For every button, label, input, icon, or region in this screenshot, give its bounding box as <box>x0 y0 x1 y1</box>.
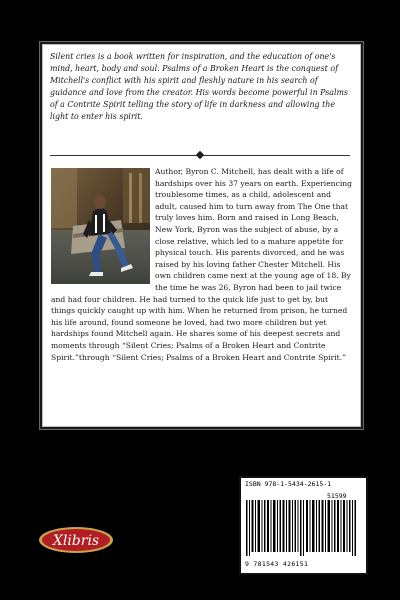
author-bio-block <box>51 166 353 363</box>
xlibris-logo-icon <box>37 525 115 555</box>
isbn-digits: 9 781543 426151 <box>245 560 309 568</box>
publisher-logo <box>37 525 115 555</box>
isbn-label: ISBN 978-1-5434-2615-1 <box>245 480 332 488</box>
isbn-barcode <box>239 476 368 575</box>
svg-text:Xlibris: Xlibris <box>52 533 100 549</box>
barcode-bars-icon <box>246 500 358 556</box>
book-description: Silent cries is a book written for inspiration, and the education of one's mind, heart, body and soul. Psalms of a Broken Heart is the conquest of Mitchell's conflict with his spirit and fleshly nature in his search of guidance and love from the creator. His words become powerful in Psalms of a Contrite Spirit telling the story of life in darkness and allowing the light to enter his spirit. <box>50 52 349 121</box>
author-bio: Author, Byron C. Mitchell, has dealt with a life of hardships over his 37 years on earth. Experiencing troublesome times, as a child, adolescent and adult, caused him to turn away from The One that truly loves him. Born and raised in Long Beach, New York, Byron was the subject of abuse, by a close relative, which led to a mature appetite for physical touch. His parents divorced, and he was raised by his loving father Chester Mitchell. His own children came next at the young age of 18. By the time he was 26, Byron had been to jail twice and had four children. He had turned to the quick life just to get by, but things quickly caught up with him. When he returned from prison, he turned his life around, found someone he loved, had two more children but yet hardships found Mitchell again. He shares some of his deepest secrets and moments through “Silent Cries; Psalms of a Broken Heart and Contrite Spirit.”through “Silent Cries; Psalms of a Broken Heart and Contrite Spirit.” <box>51 167 353 362</box>
photo-float-spacer <box>51 166 155 289</box>
price-code: 51599 <box>327 492 347 500</box>
